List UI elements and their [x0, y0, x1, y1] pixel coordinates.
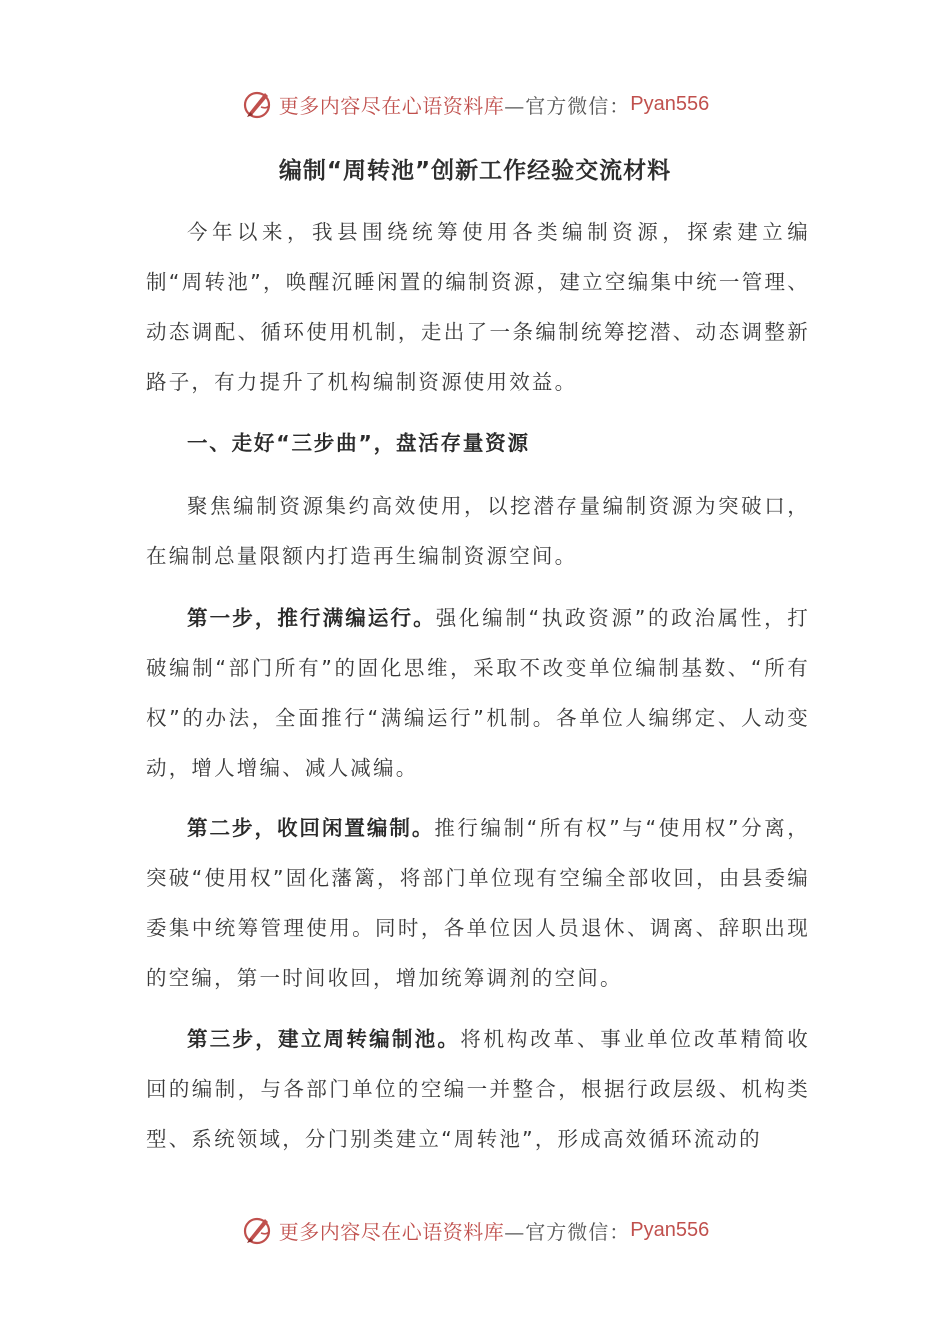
- section-heading: 一、走好“三步曲”，盘活存量资源: [187, 431, 530, 455]
- banner-sub-text: —官方微信：: [504, 1219, 631, 1244]
- step-lead: 第一步，推行满编运行。: [187, 606, 436, 630]
- header-banner: [0, 84, 950, 124]
- section-intro-paragraph: 聚焦编制资源集约高效使用，以挖潜存量编制资源为突破口，在编制总量限额内打造再生编制资源空间。: [146, 494, 810, 568]
- step-paragraph: [146, 803, 810, 1003]
- step-paragraph: [146, 1014, 810, 1164]
- banner-wechat-id: Pyan556: [630, 92, 710, 115]
- step-text: 推行编制“所有权”与“使用权”分离，突破“使用权”固化藩篱，将部门单位现有空编全部收回，由县委编委集中统筹管理使用。同时，各单位因人员退休、调离、辞职出现的空编，第一时间收回，增加统筹调剂的空间。: [146, 816, 810, 990]
- step-text: 强化编制“执政资源”的政治属性，打破编制“部门所有”的固化思维，采取不改变单位编制基数、“所有权”的办法，全面推行“满编运行”机制。各单位人编绑定、人动变动，增人增编、减人减编。: [146, 606, 810, 780]
- banner-main-text: 更多内容尽在心语资料库: [278, 93, 505, 118]
- banner-wechat-id: Pyan556: [630, 1218, 710, 1241]
- step-lead: 第二步，收回闲置编制。: [187, 816, 435, 840]
- intro-paragraph: 今年以来，我县围绕统筹使用各类编制资源，探索建立编制“周转池”，唤醒沉睡闲置的编制资源，建立空编集中统一管理、动态调配、循环使用机制，走出了一条编制统筹挖潜、动态调整新路子，有力提升了机构编制资源使用效益。: [146, 220, 810, 394]
- footer-banner: [0, 1210, 950, 1250]
- step-text: 将机构改革、事业单位改革精简收回的编制，与各部门单位的空编一并整合，根据行政层级、机构类型、系统领域，分门别类建立“周转池”，形成高效循环流动的: [146, 1027, 811, 1151]
- banner-sub-text: —官方微信：: [504, 93, 631, 118]
- pen-seal-icon: [241, 87, 275, 121]
- pen-seal-icon: [241, 1213, 275, 1247]
- banner-main-text: 更多内容尽在心语资料库: [278, 1219, 505, 1244]
- step-paragraph: [146, 593, 810, 793]
- document-title: 编制“周转池”创新工作经验交流材料: [278, 158, 672, 184]
- step-lead: 第三步，建立周转编制池。: [187, 1027, 461, 1051]
